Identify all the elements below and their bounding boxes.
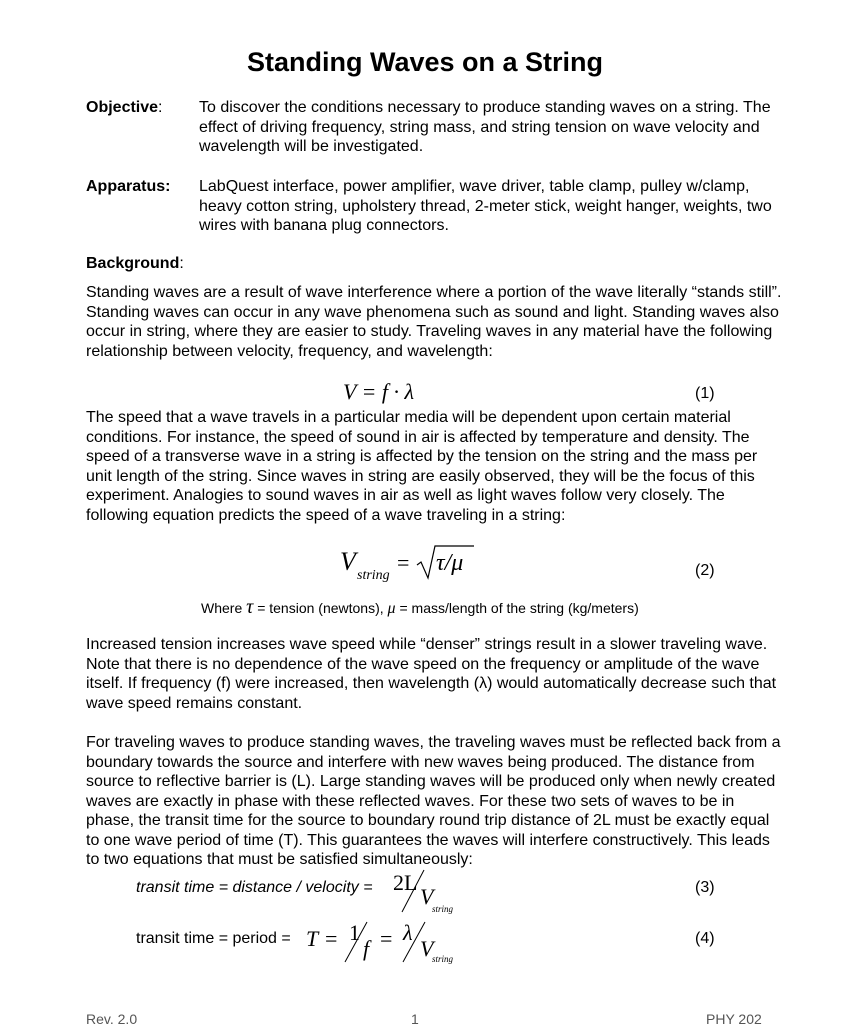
tau-symbol: τ [246, 596, 254, 618]
eq2-radicand: τ/μ [436, 550, 464, 576]
background-paragraph-4: For traveling waves to produce standing waves, the traveling waves must be reflected back from a boundary towards the source and interfere with new waves being produced. The distance from source to reflective barrier is (L). Large standing waves will be produced only when newly created waves are exactly in phase with these reflected waves. For these two sets of waves to be in phase, the transit time for the source to boundary round trip distance of 2L must be exactly equal to one wave period of time (T). This guarantees the waves will interfere constructively. This leads to two equations that must be satisfied simultaneously: [86, 734, 781, 868]
background-heading: Background: [86, 255, 184, 272]
eq4-equals-2: = [380, 926, 393, 951]
equation-4-text: transit time = period = [136, 930, 291, 947]
background-paragraph-1: Standing waves are a result of wave interference where a portion of the wave literally “stands still”. Standing waves can occur in any wave phenomena such as sound and light. Standing waves also occur in string, where they are easier to study. Traveling waves in any material have the following relationship between velocity, frequency, and wavelength: [86, 284, 782, 360]
equation-4-number: (4) [695, 930, 715, 947]
equation-1: V = f · λ [343, 379, 415, 404]
objective-text: To discover the conditions necessary to produce standing waves on a string. The effect of driving frequency, string mass, and string tension on wave velocity and wavelength will be investigated. [199, 99, 771, 155]
objective-section [86, 98, 786, 158]
eq2-lhs: V [340, 547, 356, 576]
eq3-numerator: 2L [393, 870, 418, 895]
eq3-denominator: V [420, 884, 434, 909]
objective-label: Objective: [86, 99, 163, 116]
equation-2 [336, 540, 486, 585]
apparatus-text: LabQuest interface, power amplifier, wave driver, table clamp, pulley w/clamp, heavy cotton string, upholstery thread, 2-meter stick, weight hanger, weights, two wires with banana plug connectors. [199, 178, 772, 234]
footer-revision: Rev. 2.0 [86, 1011, 138, 1027]
footer-page-number: 1 [411, 1011, 419, 1027]
equation-2-number: (2) [695, 562, 715, 579]
background-paragraph-2: The speed that a wave travels in a particular media will be dependent upon certain material conditions. For instance, the speed of sound in air is affected by temperature and density. The speed of a transverse wave in a string is affected by the tension on the string and the mass per unit length of the string. Since waves in string are easily observed, they will be the focus of this experiment. Analogies to sound waves in air as well as light waves follow very closely. The following equation predicts the speed of a wave traveling in a string: [86, 409, 758, 524]
footer-course: PHY 202 [706, 1011, 762, 1027]
equation-3-text: transit time = distance / velocity = [136, 879, 373, 896]
eq2-equals: = [397, 550, 410, 575]
variable-definitions: Where τ = tension (newtons), μ = mass/length of the string (kg/meters) [201, 596, 639, 618]
document-title: Standing Waves on a String [246, 47, 604, 77]
equation-3-number: (3) [695, 879, 715, 896]
eq4-subscript: string [432, 954, 454, 964]
equation-3-fraction [390, 866, 470, 918]
equation-1-number: (1) [695, 385, 715, 402]
apparatus-label: Apparatus: [86, 178, 171, 195]
eq4-equals-1: = [325, 926, 338, 951]
mu-symbol: μ [387, 600, 396, 617]
eq4-denominator: V [420, 936, 434, 961]
equation-4-formula [303, 916, 473, 968]
background-paragraph-3: Increased tension increases wave speed while “denser” strings result in a slower traveling wave. Note that there is no dependence of the wave speed on the frequency or amplitude of the wave itself. If frequency (f) were increased, then wavelength (λ) would automatically decrease such that wave speed remains constant. [86, 636, 777, 712]
eq4-lambda: λ [403, 920, 413, 945]
eq4-f: f [363, 936, 370, 961]
eq2-subscript: string [357, 568, 390, 583]
eq3-subscript: string [432, 904, 454, 914]
apparatus-section [86, 177, 786, 237]
eq4-T: T [306, 926, 319, 951]
eq4-one: 1 [349, 920, 360, 945]
